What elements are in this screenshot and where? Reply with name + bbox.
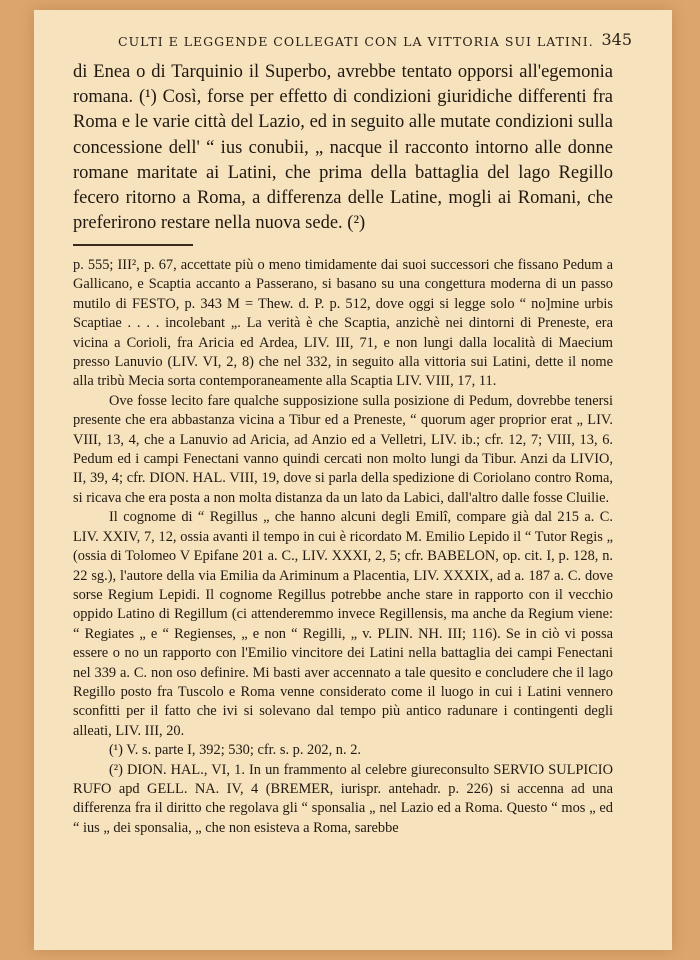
footnote-2: (²) DION. HAL., VI, 1. In un frammento al celebre giureconsulto SERVIO SULPICIO RUFO apd GELL. NA. IV, 4 (BREMER, iurispr. antehadr. p. 226) si accenna ad una differenza fra il diritto che regolava gli “ sponsalia „ nel Lazio ed a Roma. Questo “ mos „ ed “ ius „ dei sponsalia, „ che non esisteva a Roma, sarebbe <box>73 761 613 836</box>
footnote-separator <box>73 244 193 246</box>
main-text <box>73 60 613 236</box>
main-paragraph: di Enea o di Tarquinio il Superbo, avrebbe tentato opporsi all'egemonia romana. (¹) Così, forse per effetto di condizioni giuridiche differenti fra Roma e le varie città del Lazio, ed in seguito alle mutate condizioni sulla concessione dell' “ ius conubii, „ nacque il racconto intorno alle donne romane maritate ai Latini, che prima della battaglia del lago Regillo fecero ritorno a Roma, a differenza delle Latine, mogli ai Romani, che preferirono restare nella nuova sede. (²) <box>73 62 613 234</box>
note-paragraph-regillus: Il cognome di “ Regillus „ che hanno alcuni degli Emilî, compare già dal 215 a. C. LIV. XXIV, 7, 12, ossia avanti il tempo in cui è ricordato M. Emilio Lepido il “ Tutor Regis „ (ossia di Tolomeo V Epifane 201 a. C., LIV. XXXI, 2, 5; cfr. BABELON, op. cit. I, p. 128, n. 22 sg.), l'autore della via Emilia da Ariminum a Placentia, LIV. XXXIX, ad a. 187 a. C. dove sorse Regium Lepidi. Il cognome Regillus potrebbe anche stare in rapporto con il vecchio oppido Latino di Regillum (ci attenderemmo invece Regillensis, ma anche da Regium viene: “ Regiates „ e “ Regienses, „ e non “ Regilli, „ v. PLIN. NH. III; 116). Se in ciò vi possa essere o no un rapporto con l'Emilio vincitore dei Latini nella battaglia dei campi Fenectani nel 339 a. C. non oso definire. Mi basti aver accennato a tale quesito e concludere che il lago Regillo posto fra Tuscolo e Roma venne considerato come il luogo in cui i Latini vennero sconfitti per il fatto che ivi si solevano dal tempo più antico radunare i contingenti degli alleati, LIV. III, 20. <box>73 509 613 739</box>
page-number: 345 <box>601 30 632 49</box>
footnotes <box>73 256 613 838</box>
running-title: CULTI E LEGGENDE COLLEGATI CON LA VITTORIA SUI LATINI. <box>118 34 594 49</box>
note-continuation: p. 555; III², p. 67, accettate più o meno timidamente dai suoi successori che fissano Pedum a Gallicano, e Scaptia accanto a Passerano, si basano su una congettura moderna di un passo mutilo di FESTO, p. 343 M = Thew. d. P. p. 512, dove oggi si legge solo “ no]mine urbis Scaptiae . . . . incolebant „. La verità è che Scaptia, anzichè nei dintorni di Preneste, era vicina a Corioli, fra Aricia ed Ardea, LIV. III, 71, e non lungi dalla località di Maecium presso Lanuvio (LIV. VI, 2, 8) che nel 332, in seguito alla vittoria sui Latini, dette il nome alla tribù Mecia sorta contemporaneamente alla Scaptia LIV. VIII, 17, 11. <box>73 257 613 390</box>
footnote-1: (¹) V. s. parte I, 392; 530; cfr. s. p. 202, n. 2. <box>109 742 361 759</box>
note-paragraph-pedum: Ove fosse lecito fare qualche supposizione sulla posizione di Pedum, dovrebbe tenersi presente che era abbastanza vicina a Tibur ed a Preneste, “ quorum ager proprior erat „ LIV. VIII, 13, 4, che a Lanuvio ad Aricia, ad Anzio ed a Velletri, LIV. ib.; cfr. 12, 7; VIII, 13, 6. Pedum ed i campi Fenectani vanno quindi cercati non molto lungi da Tibur. Anzi da LIVIO, II, 39, 4; cfr. DION. HAL. VIII, 19, dove si parla della spedizione di Coriolano contro Roma, si ricava che era posta a non molta distanza da un lato da Labici, dall'altro dalle fosse Cluilie. <box>73 392 613 506</box>
